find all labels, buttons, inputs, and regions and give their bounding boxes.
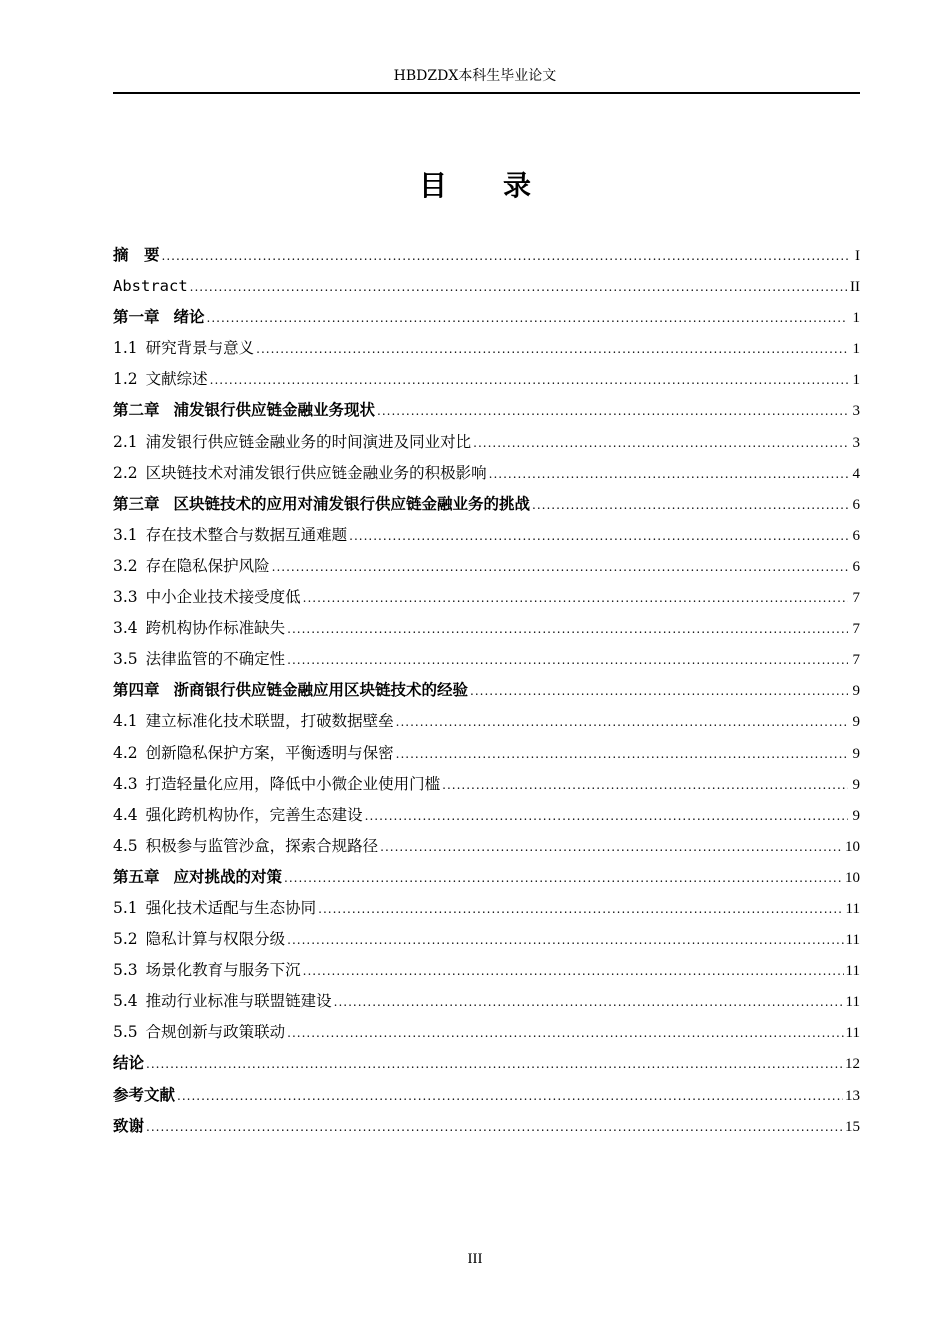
- toc-entry-title: 隐私计算与权限分级: [145, 930, 286, 949]
- toc-entry[interactable]: [113, 675, 860, 706]
- toc-entry-label: [113, 769, 440, 800]
- toc-entry[interactable]: [113, 893, 860, 924]
- toc-entry-number: 4.4: [113, 805, 138, 824]
- toc-entry-label: [113, 924, 285, 955]
- toc-entry-number: 3.1: [113, 525, 138, 544]
- toc-dot-leader: [287, 614, 848, 645]
- toc-entry-label: [113, 675, 468, 706]
- toc-entry-number: 5.5: [113, 1023, 138, 1042]
- toc-entry-label: [113, 333, 254, 364]
- toc-dot-leader: [380, 832, 843, 863]
- toc-entry-page: 3: [852, 403, 860, 420]
- toc-entry-page: 11: [845, 963, 860, 980]
- toc-entry-title: 推动行业标准与联盟链建设: [145, 992, 332, 1011]
- toc-dot-leader: [287, 645, 848, 676]
- toc-entry[interactable]: [113, 302, 860, 333]
- toc-entry-number: 5.1: [113, 898, 138, 917]
- toc-entry-page: 6: [852, 527, 860, 544]
- toc-entry[interactable]: [113, 831, 860, 862]
- toc-entry-label: [113, 1111, 144, 1142]
- toc-dot-leader: [210, 365, 848, 396]
- toc-entry-number: 4.3: [113, 774, 138, 793]
- toc-entry[interactable]: [113, 1048, 860, 1079]
- toc-entry-page: 1: [852, 372, 860, 389]
- page-number: III: [467, 1251, 483, 1267]
- toc-entry[interactable]: [113, 458, 860, 489]
- toc-dot-leader: [442, 770, 848, 801]
- toc-entry-number: 第二章: [113, 401, 160, 420]
- toc-entry-number: 4.1: [113, 712, 138, 731]
- toc-dot-leader: [256, 334, 848, 365]
- toc-dot-leader: [272, 552, 848, 583]
- toc-entry-label: [113, 706, 394, 737]
- toc-entry-label: [113, 831, 378, 862]
- toc-entry-title: 致谢: [113, 1116, 145, 1135]
- toc-entry-label: [113, 520, 347, 551]
- toc-dot-leader: [190, 272, 848, 303]
- toc-entry-title: 法律监管的不确定性: [145, 650, 286, 669]
- toc-entry-label: [113, 738, 394, 769]
- toc-dot-leader: [489, 459, 848, 490]
- toc-entry-page: 11: [845, 900, 860, 917]
- toc-entry-page: 6: [852, 496, 860, 513]
- toc-entry-title: 浦发银行供应链金融业务现状: [173, 401, 376, 420]
- toc-entry-title: 参考文献: [113, 1085, 176, 1104]
- toc-entry-label: [113, 644, 285, 675]
- toc-entry-title: 场景化教育与服务下沉: [145, 961, 301, 980]
- toc-entry-number: 1.1: [113, 339, 138, 358]
- toc-entry-page: 6: [852, 558, 860, 575]
- toc-entry-page: 10: [845, 838, 860, 855]
- toc-entry-number: 第三章: [113, 494, 160, 513]
- toc-dot-leader: [396, 739, 848, 770]
- toc-entry[interactable]: [113, 395, 860, 426]
- toc-entry-title: 积极参与监管沙盒，探索合规路径: [145, 836, 379, 855]
- toc-entry-title: 摘 要: [113, 246, 160, 264]
- toc-dot-leader: [303, 583, 848, 614]
- toc-entry-title: Abstract: [113, 277, 188, 296]
- toc-entry[interactable]: [113, 489, 860, 520]
- toc-entry-page: 9: [852, 807, 860, 824]
- toc-entry-title: 合规创新与政策联动: [145, 1023, 286, 1042]
- toc-entry-page: 4: [852, 465, 860, 482]
- toc-entry-label: [113, 1080, 175, 1111]
- toc-entry[interactable]: [113, 520, 860, 551]
- toc-entry-page: 11: [845, 994, 860, 1011]
- toc-entry-page: 10: [845, 869, 860, 886]
- toc-dot-leader: [532, 490, 848, 521]
- toc-entry-page: 7: [852, 652, 860, 669]
- toc-dot-leader: [349, 521, 848, 552]
- toc-entry-label: [113, 582, 301, 613]
- toc-entry-label: [113, 1017, 285, 1048]
- toc-entry-number: 第五章: [113, 867, 160, 886]
- toc-entry[interactable]: [113, 551, 860, 582]
- toc-entry-page: 9: [852, 776, 860, 793]
- toc-entry-number: 4.2: [113, 743, 138, 762]
- toc-entry-number: 3.2: [113, 556, 138, 575]
- toc-entry-number: 2.1: [113, 432, 138, 451]
- toc-entry-number: 第四章: [113, 681, 160, 700]
- toc-entry-label: [113, 986, 332, 1017]
- toc-entry-title: 强化技术适配与生态协同: [145, 898, 317, 917]
- toc-entry[interactable]: [113, 955, 860, 986]
- toc-entry-page: 12: [845, 1056, 860, 1073]
- toc-entry-number: 第一章: [113, 308, 160, 327]
- toc-entry-page: 7: [852, 590, 860, 607]
- toc-entry-title: 强化跨机构协作，完善生态建设: [145, 805, 363, 824]
- toc-entry-title: 绪论: [173, 308, 205, 327]
- toc-entry[interactable]: [113, 427, 860, 458]
- toc-entry-number: 5.3: [113, 961, 138, 980]
- toc-entry-page: 11: [845, 1025, 860, 1042]
- toc-entry-number: 5.4: [113, 992, 138, 1011]
- toc-entry-title: 打造轻量化应用，降低中小微企业使用门槛: [145, 774, 441, 793]
- toc-entry[interactable]: [113, 862, 860, 893]
- toc-entry-number: 2.2: [113, 463, 138, 482]
- toc-entry-title: 存在隐私保护风险: [145, 556, 270, 575]
- toc-dot-leader: [303, 956, 844, 987]
- toc-entry-label: [113, 458, 487, 489]
- toc-entry-page: I: [855, 248, 860, 264]
- toc-entry-page: 3: [852, 434, 860, 451]
- toc-entry-label: [113, 271, 188, 302]
- toc-entry-label: [113, 613, 285, 644]
- toc-entry[interactable]: [113, 613, 860, 644]
- toc-entry-title: 结论: [113, 1054, 145, 1073]
- toc-entry-page: 7: [852, 621, 860, 638]
- toc-entry-label: [113, 955, 301, 986]
- toc-dot-leader: [396, 707, 848, 738]
- toc-entry-label: [113, 395, 375, 426]
- table-of-contents: [113, 240, 860, 1142]
- toc-entry[interactable]: [113, 769, 860, 800]
- toc-entry-title: 浙商银行供应链金融应用区块链技术的经验: [173, 681, 469, 700]
- toc-dot-leader: [146, 1049, 843, 1080]
- toc-entry[interactable]: [113, 1111, 860, 1142]
- toc-entry[interactable]: [113, 1080, 860, 1111]
- toc-entry[interactable]: [113, 271, 860, 302]
- toc-entry[interactable]: [113, 364, 860, 395]
- toc-entry-label: [113, 240, 160, 271]
- toc-entry-page: 1: [852, 341, 860, 358]
- toc-entry-number: 3.5: [113, 650, 138, 669]
- toc-entry-title: 跨机构协作标准缺失: [145, 619, 286, 638]
- toc-dot-leader: [473, 428, 848, 459]
- toc-entry[interactable]: [113, 924, 860, 955]
- toc-dot-leader: [287, 1018, 843, 1049]
- toc-dot-leader: [146, 1112, 843, 1143]
- toc-entry-label: [113, 302, 205, 333]
- toc-entry-label: [113, 551, 270, 582]
- toc-entry-title: 建立标准化技术联盟，打破数据壁垒: [145, 712, 394, 731]
- toc-dot-leader: [177, 1081, 843, 1112]
- toc-entry[interactable]: [113, 582, 860, 613]
- toc-dot-leader: [318, 894, 843, 925]
- toc-entry-label: [113, 893, 316, 924]
- toc-entry-title: 存在技术整合与数据互通难题: [145, 525, 348, 544]
- toc-entry[interactable]: [113, 738, 860, 769]
- toc-dot-leader: [207, 303, 848, 334]
- toc-entry-number: 4.5: [113, 836, 138, 855]
- toc-entry-title: 区块链技术对浦发银行供应链金融业务的积极影响: [145, 463, 487, 482]
- toc-entry-label: [113, 364, 208, 395]
- toc-entry-page: 1: [852, 310, 860, 327]
- toc-entry-page: 13: [845, 1087, 860, 1104]
- toc-entry-title: 区块链技术的应用对浦发银行供应链金融业务的挑战: [173, 494, 531, 513]
- toc-entry[interactable]: [113, 644, 860, 675]
- toc-entry-title: 浦发银行供应链金融业务的时间演进及同业对比: [145, 432, 472, 451]
- toc-entry-label: [113, 427, 471, 458]
- toc-entry-page: 9: [852, 714, 860, 731]
- toc-entry[interactable]: [113, 986, 860, 1017]
- toc-entry-title: 中小企业技术接受度低: [145, 588, 301, 607]
- toc-dot-leader: [334, 987, 844, 1018]
- toc-entry-number: 1.2: [113, 370, 138, 389]
- toc-entry-title: 文献综述: [145, 370, 208, 389]
- toc-dot-leader: [162, 241, 848, 272]
- toc-dot-leader: [365, 801, 848, 832]
- toc-entry-label: [113, 800, 363, 831]
- toc-entry-label: [113, 489, 530, 520]
- toc-entry[interactable]: [113, 706, 860, 737]
- toc-dot-leader: [470, 676, 848, 707]
- running-header: HBDZDX本科生毕业论文: [393, 68, 557, 84]
- toc-entry-page: 11: [845, 932, 860, 949]
- toc-dot-leader: [377, 396, 848, 427]
- toc-entry-page: 15: [845, 1118, 860, 1135]
- toc-entry-number: 3.4: [113, 619, 138, 638]
- header-rule: [113, 92, 860, 94]
- toc-title: 目录: [418, 169, 587, 202]
- toc-entry-number: 5.2: [113, 930, 138, 949]
- toc-entry[interactable]: [113, 1017, 860, 1048]
- toc-entry-page: II: [850, 279, 860, 296]
- toc-entry[interactable]: [113, 333, 860, 364]
- toc-dot-leader: [284, 863, 843, 894]
- toc-dot-leader: [287, 925, 843, 956]
- toc-entry[interactable]: [113, 800, 860, 831]
- toc-entry-title: 研究背景与意义: [145, 339, 255, 358]
- toc-entry-label: [113, 1048, 144, 1079]
- toc-entry-title: 应对挑战的对策: [173, 867, 283, 886]
- toc-entry-page: 9: [852, 683, 860, 700]
- toc-entry-title: 创新隐私保护方案，平衡透明与保密: [145, 743, 394, 762]
- toc-entry-number: 3.3: [113, 588, 138, 607]
- toc-entry-page: 9: [852, 745, 860, 762]
- toc-entry-label: [113, 862, 282, 893]
- toc-entry[interactable]: [113, 240, 860, 271]
